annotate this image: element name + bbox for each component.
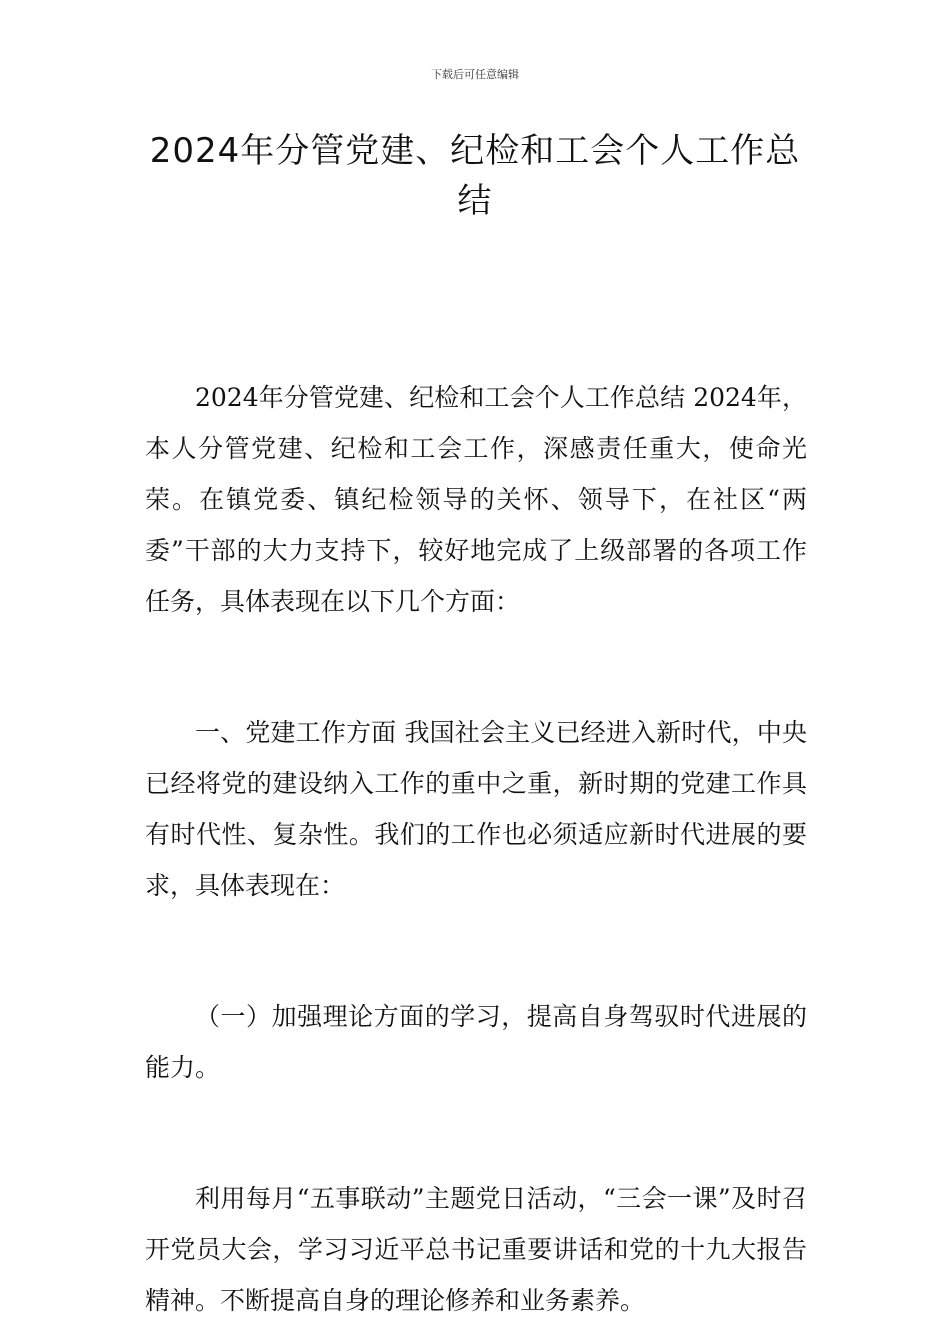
document-title: 2024年分管党建、纪检和工会个人工作总结: [149, 131, 801, 221]
paragraph-theory-study: （一）加强理论方面的学习，提高自身驾驭时代进展的能力。: [145, 1002, 807, 1082]
header-note: 下载后可任意编辑: [431, 68, 519, 81]
paragraph-party-building: 一、党建工作方面 我国社会主义已经进入新时代，中央已经将党的建设纳入工作的重中之重，新时期的党建工作具有时代性、复杂性。我们的工作也必须适应新时代进展的要求，具体表现在：: [145, 718, 807, 900]
document-body: [145, 372, 807, 1326]
paragraph-intro: 2024年分管党建、纪检和工会个人工作总结 2024年，本人分管党建、纪检和工会工作，深感责任重大，使命光荣。在镇党委、镇纪检领导的关怀、领导下，在社区“两委”干部的大力支持下，较好地完成了上级部署的各项工作任务，具体表现在以下几个方面：: [145, 383, 807, 616]
paragraph-monthly-activity: 利用每月“五事联动”主题党日活动，“三会一课”及时召开党员大会，学习习近平总书记重要讲话和党的十九大报告精神。不断提高自身的理论修养和业务素养。: [145, 1184, 807, 1315]
